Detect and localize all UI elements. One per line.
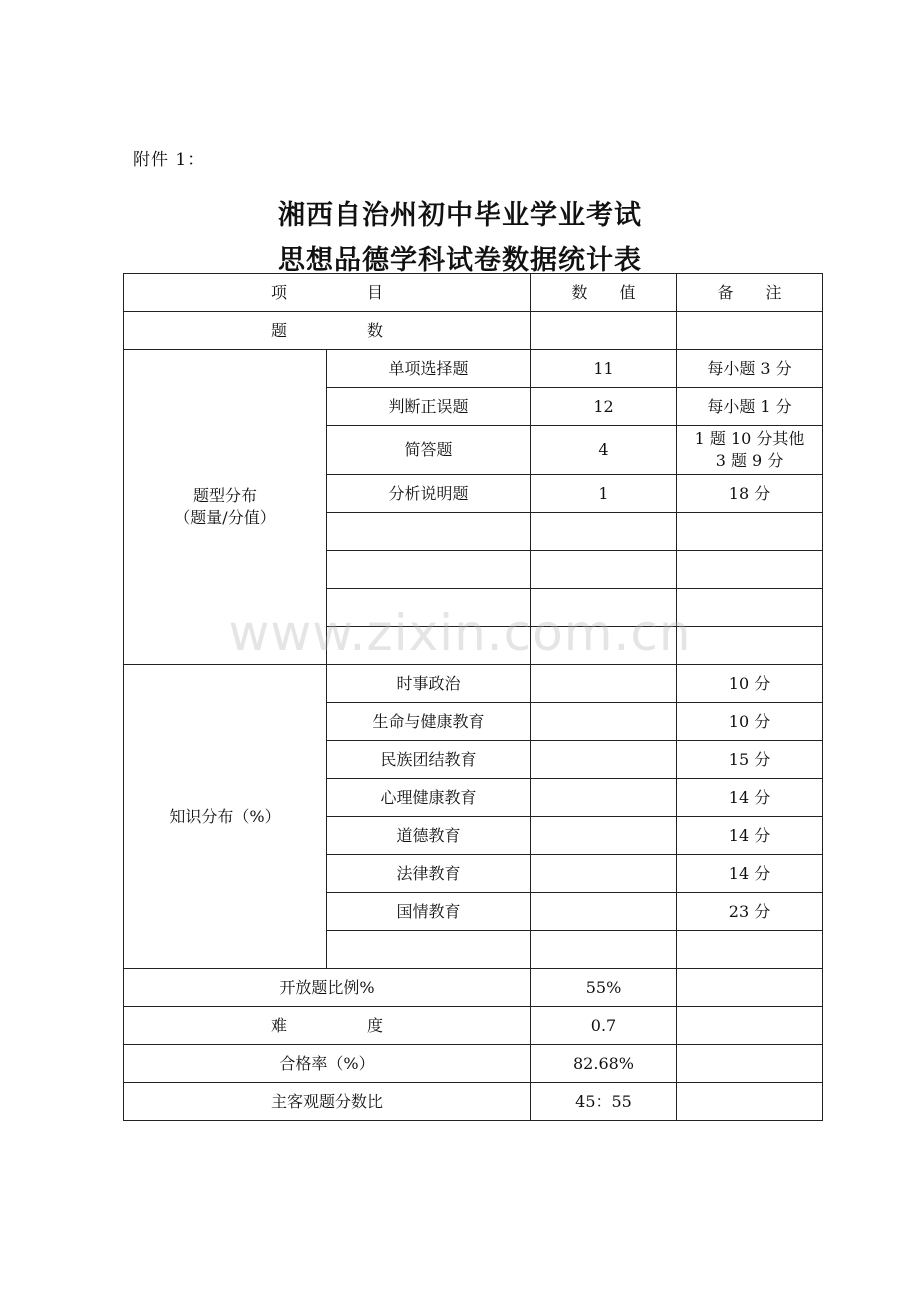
type-name: 简答题 — [327, 426, 531, 475]
watermark: www.zixin.com.cn — [228, 604, 692, 662]
knowledge-name: 时事政治 — [327, 665, 531, 703]
knowledge-note: 14 分 — [677, 779, 823, 817]
summary-label: 难 度 — [124, 1007, 531, 1045]
knowledge-name: 生命与健康教育 — [327, 703, 531, 741]
summary-value: 55% — [531, 969, 677, 1007]
type-note: 每小题 1 分 — [677, 388, 823, 426]
knowledge-value — [531, 817, 677, 855]
knowledge-distribution-label: 知识分布（%） — [124, 665, 327, 969]
type-value: 11 — [531, 350, 677, 388]
knowledge-value — [531, 703, 677, 741]
summary-note — [677, 1045, 823, 1083]
summary-value: 45：55 — [531, 1083, 677, 1121]
table-row — [124, 350, 823, 388]
summary-note — [677, 1083, 823, 1121]
attachment-label: 附件 1： — [133, 150, 206, 170]
type-note — [677, 426, 823, 475]
summary-label: 合格率（%） — [124, 1045, 531, 1083]
knowledge-note: 23 分 — [677, 893, 823, 931]
knowledge-value — [531, 855, 677, 893]
type-note-line2: 3 题 9 分 — [715, 451, 784, 470]
question-count-value — [531, 312, 677, 350]
summary-label: 主客观题分数比 — [124, 1083, 531, 1121]
question-count-label: 题 数 — [124, 312, 531, 350]
summary-row-difficulty — [124, 1007, 823, 1045]
knowledge-note: 10 分 — [677, 665, 823, 703]
knowledge-name: 法律教育 — [327, 855, 531, 893]
knowledge-value — [531, 893, 677, 931]
type-value: 12 — [531, 388, 677, 426]
knowledge-note: 14 分 — [677, 817, 823, 855]
knowledge-note: 14 分 — [677, 855, 823, 893]
type-distribution-label-line2: （题量/分值） — [174, 508, 276, 527]
knowledge-note: 10 分 — [677, 703, 823, 741]
summary-row-score-ratio — [124, 1083, 823, 1121]
header-note: 备 注 — [677, 274, 823, 312]
header-item: 项 目 — [124, 274, 531, 312]
title-line-1: 湘西自治州初中毕业学业考试 — [278, 200, 642, 231]
knowledge-name: 心理健康教育 — [327, 779, 531, 817]
summary-note — [677, 1007, 823, 1045]
type-note-line1: 1 题 10 分其他 — [694, 429, 805, 448]
type-note: 每小题 3 分 — [677, 350, 823, 388]
statistics-table — [123, 273, 823, 1121]
knowledge-value — [531, 665, 677, 703]
summary-value: 0.7 — [531, 1007, 677, 1045]
header-row — [124, 274, 823, 312]
type-value: 4 — [531, 426, 677, 475]
type-name: 单项选择题 — [327, 350, 531, 388]
type-name: 判断正误题 — [327, 388, 531, 426]
knowledge-value — [531, 779, 677, 817]
table-row — [124, 665, 823, 703]
summary-value: 82.68% — [531, 1045, 677, 1083]
knowledge-name: 民族团结教育 — [327, 741, 531, 779]
header-value: 数 值 — [531, 274, 677, 312]
knowledge-name: 国情教育 — [327, 893, 531, 931]
summary-note — [677, 969, 823, 1007]
summary-row-pass-rate — [124, 1045, 823, 1083]
type-name: 分析说明题 — [327, 475, 531, 513]
type-note: 18 分 — [677, 475, 823, 513]
knowledge-note: 15 分 — [677, 741, 823, 779]
question-count-note — [677, 312, 823, 350]
knowledge-name: 道德教育 — [327, 817, 531, 855]
title-line-2: 思想品德学科试卷数据统计表 — [278, 245, 642, 276]
knowledge-value — [531, 741, 677, 779]
summary-row-open-ratio — [124, 969, 823, 1007]
summary-label: 开放题比例% — [124, 969, 531, 1007]
type-distribution-label-line1: 题型分布 — [192, 486, 257, 505]
type-distribution-label — [124, 350, 327, 665]
type-value: 1 — [531, 475, 677, 513]
question-count-row — [124, 312, 823, 350]
